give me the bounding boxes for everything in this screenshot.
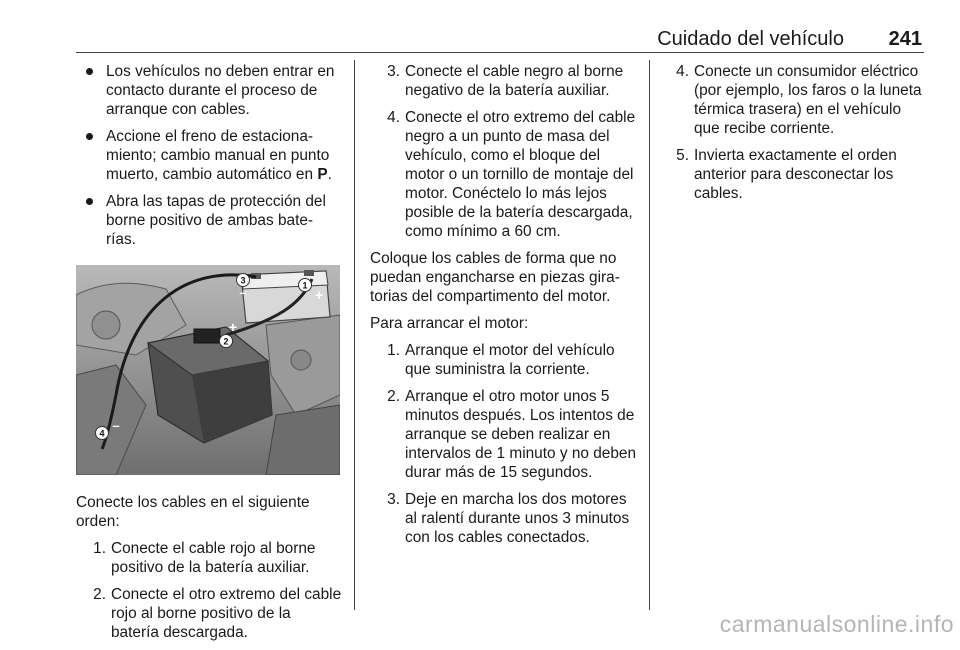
list-item: 3. Conecte el cable negro al borne negativo de la batería auxiliar. [387,63,624,99]
svg-text:4: 4 [99,428,105,439]
list-item: 5. Invierta exactamente el orden anterior para desconectar los cables. [676,147,897,202]
intro-paragraph: Conecte los cables en el siguiente orden: [76,494,310,530]
list-item: 4. Conecte un consumidor eléctrico (por ejemplo, los faros o la luneta térmica trasera) en el vehículo que recibe corriente. [676,63,922,137]
list-item: 2. Arranque el otro motor unos 5 minutos después. Los intentos de arranque se deben realizar en intervalos de 1 minuto y no deben durar más de 15 segundos. [387,388,637,481]
column-2 [370,62,636,555]
list-item: 4. Conecte el otro extremo del cable negro a un punto de masa del vehículo, como el bloque del motor o un tornillo de montaje del motor. Conéctelo lo más lejos posible de la batería descargada, como mínimo a 60 cm. [387,109,636,240]
minus-sign: – [112,418,120,433]
bullet-item: Accione el freno de estaciona-miento; cambio manual en punto muerto, cambio automático en P. [76,127,342,184]
bullet-item: Los vehículos no deben entrar en contacto durante el proceso de arranque con cables. [76,62,342,119]
bullet-item: Abra las tapas de protección del borne positivo de ambas bate-rías. [76,192,342,249]
svg-text:1: 1 [302,280,308,291]
gear-position-p: P [317,166,328,183]
column-divider-2 [649,60,650,610]
page-number: 241 [888,28,922,50]
list-item: 1. Conecte el cable rojo al borne positivo de la batería auxiliar. [93,540,316,576]
column-3 [667,62,929,211]
svg-text:2: 2 [223,336,229,347]
paragraph: Para arrancar el motor: [370,315,529,332]
svg-text:3: 3 [240,275,246,286]
column-divider-1 [354,60,355,610]
engine-bay-drawing [76,265,340,475]
list-item: 3. Deje en marcha los dos motores al ralentí durante unos 3 minutos con los cables conectados. [387,491,630,546]
plus-sign: + [228,319,238,335]
plus-sign: + [314,287,324,303]
header-rule [76,52,924,53]
list-item: 2. Conecte el otro extremo del cable rojo al borne positivo de la batería descargada. [93,586,342,641]
list-item: 1. Arranque el motor del vehículo que suministra la corriente. [387,342,615,378]
jump-start-illustration [76,265,340,475]
section-title: Cuidado del vehículo [657,28,844,50]
minus-sign: – [239,285,247,300]
page-header [76,22,924,52]
step-list [370,62,636,241]
step-list [76,539,342,642]
step-list [370,341,636,547]
watermark: carmanualsonline.info [719,611,954,637]
column-1 [76,62,342,650]
paragraph: Coloque los cables de forma que no puedan engancharse en piezas gira-torias del compartimento del motor. [370,250,620,305]
